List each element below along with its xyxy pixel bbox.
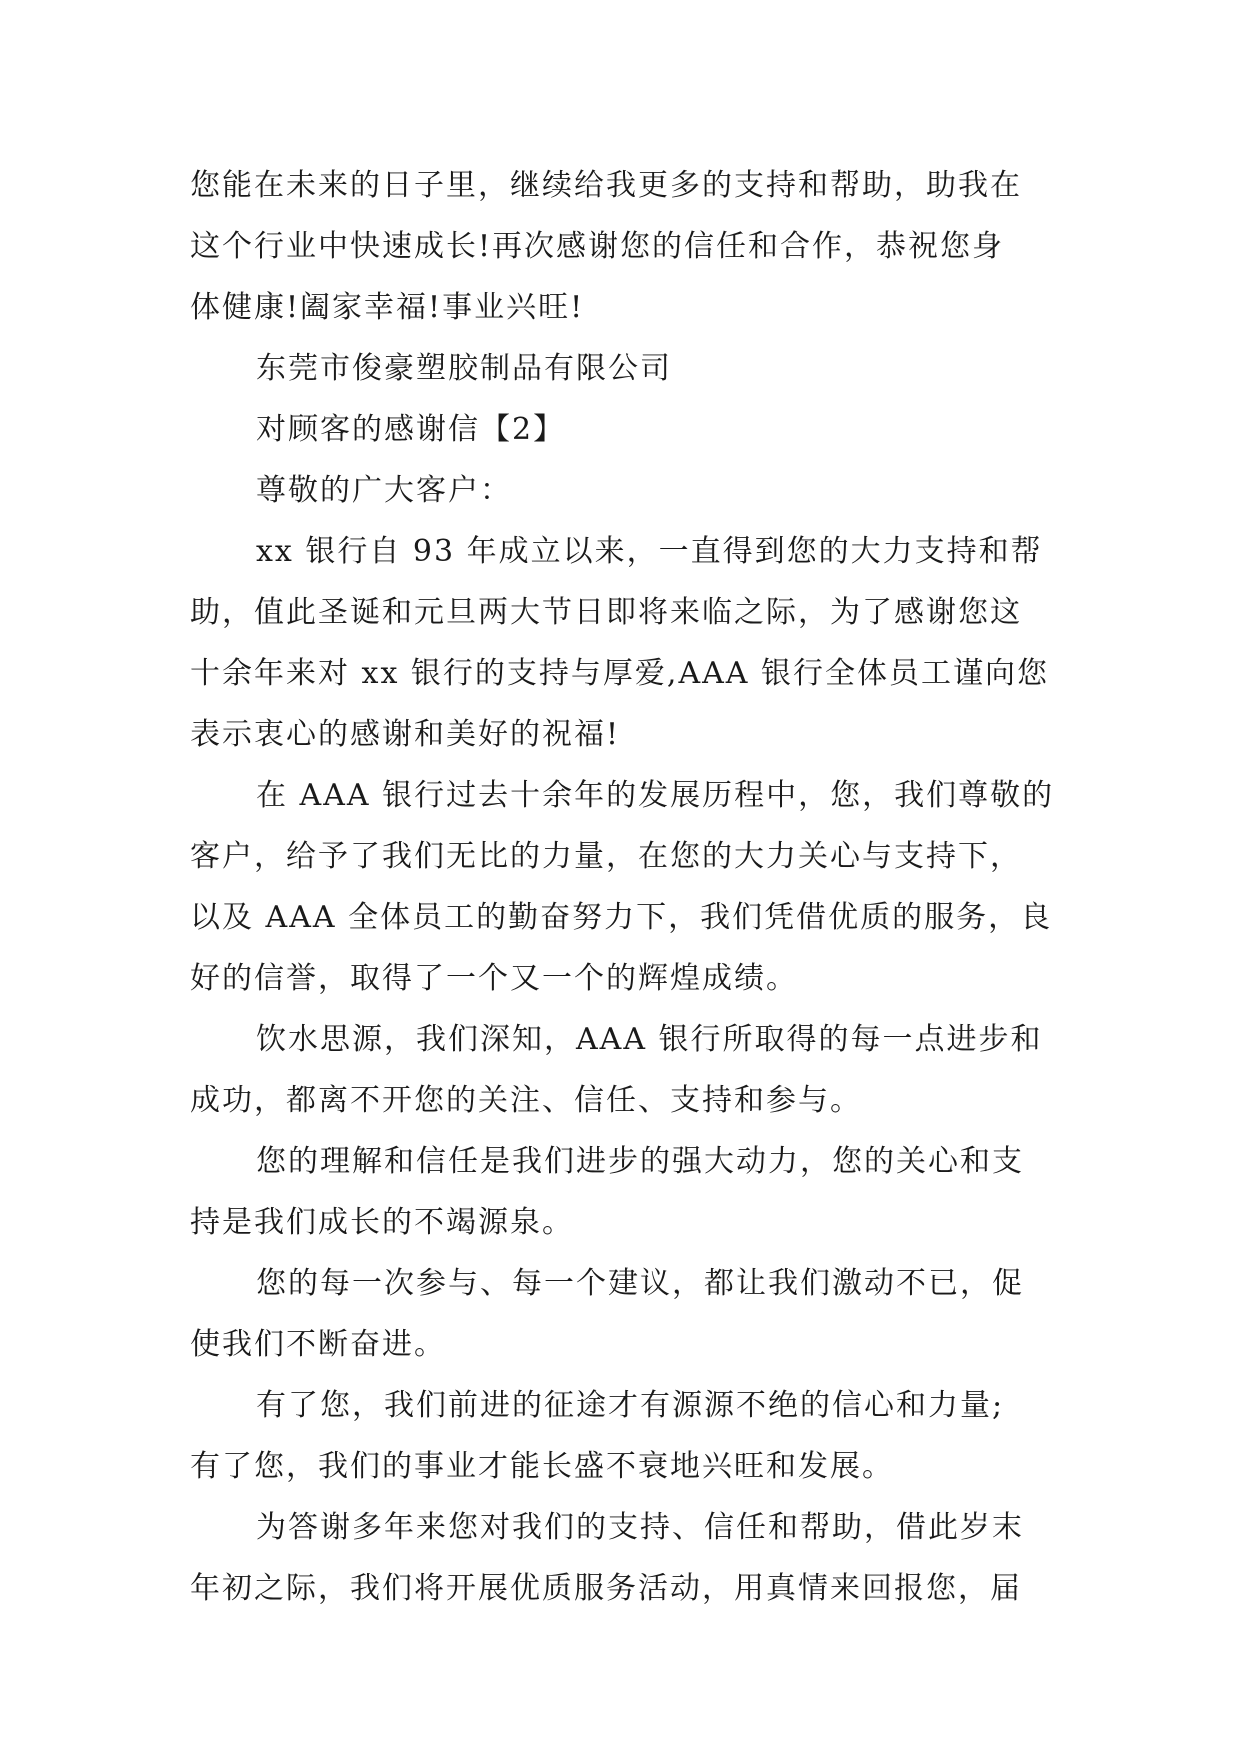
body-text-line: 助，值此圣诞和元旦两大节日即将来临之际，为了感谢您这 [190,595,1022,630]
body-text-line: 在 AAA 银行过去十余年的发展历程中，您，我们尊敬的 [256,778,1055,813]
body-text-line: 饮水思源，我们深知，AAA 银行所取得的每一点进步和 [256,1022,1043,1057]
body-text-line: 这个行业中快速成长!再次感谢您的信任和合作，恭祝您身 [190,229,1005,264]
body-text-line: xx 银行自 93 年成立以来，一直得到您的大力支持和帮 [256,534,1043,569]
body-text-line: 以及 AAA 全体员工的勤奋努力下，我们凭借优质的服务，良 [190,900,1053,935]
body-text-line: 您能在未来的日子里，继续给我更多的支持和帮助，助我在 [190,168,1022,203]
body-text-line: 有了您，我们前进的征途才有源源不绝的信心和力量; [256,1388,1005,1423]
body-text-line: 好的信誉，取得了一个又一个的辉煌成绩。 [190,961,798,996]
body-text-line: 十余年来对 xx 银行的支持与厚爱,AAA 银行全体员工谨向您 [190,656,1049,691]
section-title: 对顾客的感谢信【2】 [256,412,566,447]
body-text-line: 体健康!阖家幸福!事业兴旺! [190,290,585,325]
body-text-line: 为答谢多年来您对我们的支持、信任和帮助，借此岁末 [256,1510,1024,1545]
salutation: 尊敬的广大客户： [256,473,512,508]
company-signature: 东莞市俊豪塑胶制品有限公司 [256,351,672,386]
body-text-line: 持是我们成长的不竭源泉。 [190,1205,574,1240]
body-text-line: 有了您，我们的事业才能长盛不衰地兴旺和发展。 [190,1449,894,1484]
body-text-line: 客户，给予了我们无比的力量，在您的大力关心与支持下， [190,839,1022,874]
body-text-line: 年初之际，我们将开展优质服务活动，用真情来回报您，届 [190,1571,1022,1606]
body-text-line: 使我们不断奋进。 [190,1327,446,1362]
body-text-line: 您的每一次参与、每一个建议，都让我们激动不已，促 [256,1266,1024,1301]
body-text-line: 您的理解和信任是我们进步的强大动力，您的关心和支 [256,1144,1024,1179]
body-text-line: 表示衷心的感谢和美好的祝福! [190,717,621,752]
body-text-line: 成功，都离不开您的关注、信任、支持和参与。 [190,1083,862,1118]
